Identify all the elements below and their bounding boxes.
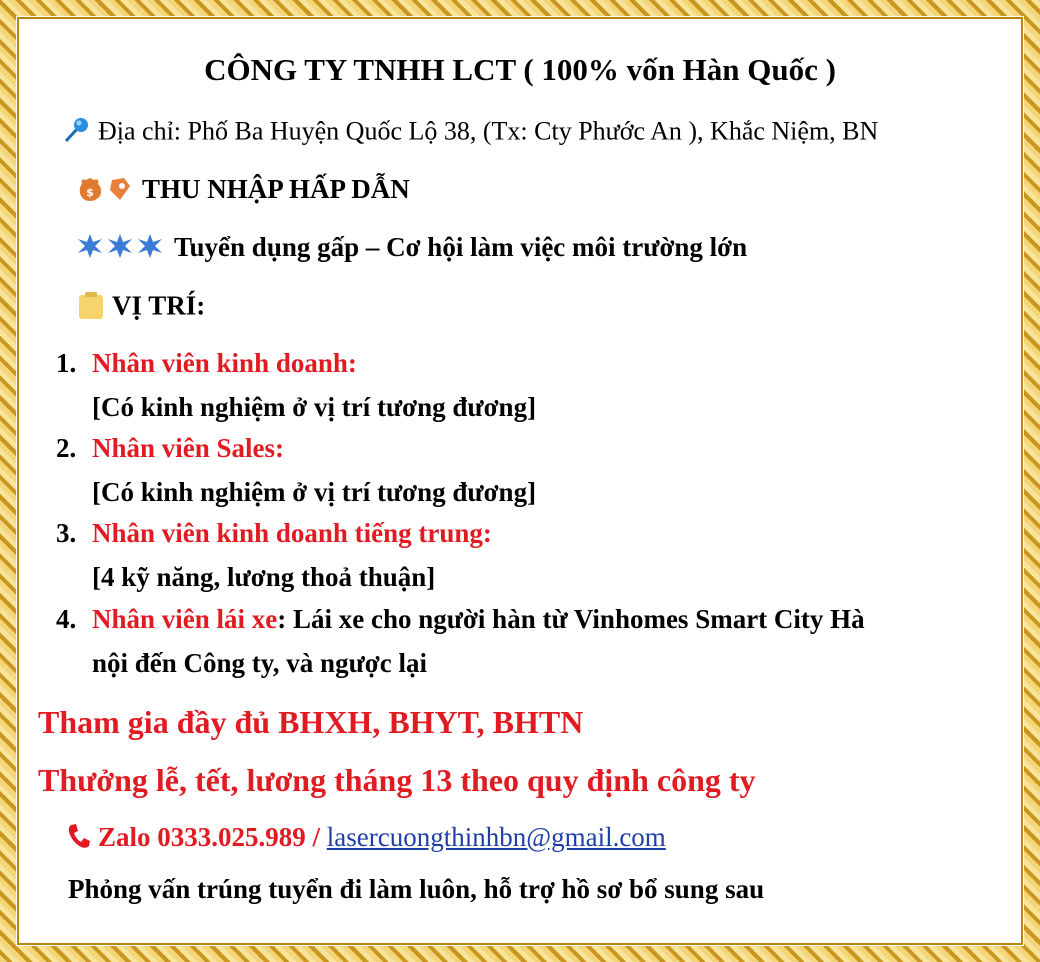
contact-line bbox=[66, 822, 666, 857]
pin-icon bbox=[62, 116, 92, 151]
phone-icon bbox=[66, 822, 92, 857]
positions-heading bbox=[76, 290, 205, 327]
job-item-2 bbox=[56, 433, 284, 464]
job-item-4 bbox=[56, 604, 865, 635]
job-title: Nhân viên kinh doanh tiếng trung: bbox=[92, 518, 492, 548]
benefit-insurance: Tham gia đầy đủ BHXH, BHYT, BHTN bbox=[38, 704, 584, 740]
job-title: Nhân viên kinh doanh: bbox=[92, 348, 357, 378]
job-item-1 bbox=[56, 348, 357, 379]
positions-heading-text: VỊ TRÍ: bbox=[112, 290, 206, 321]
urgent-line bbox=[76, 232, 747, 266]
address-text: Địa chỉ: Phố Ba Huyện Quốc Lộ 38, (Tx: Cty Phước An ), Khắc Niệm, BN bbox=[98, 116, 879, 146]
job-description: : Lái xe cho người hàn từ Vinhomes Smart City Hà bbox=[277, 604, 865, 634]
income-text: THU NHẬP HẤP DẪN bbox=[142, 174, 410, 204]
urgent-text: Tuyển dụng gấp – Cơ hội làm việc môi trường lớn bbox=[174, 232, 748, 262]
address-line bbox=[62, 116, 878, 151]
job-item-3 bbox=[56, 518, 492, 549]
job-number: 1. bbox=[56, 348, 77, 378]
job-number: 2. bbox=[56, 433, 77, 463]
money-bag-icon bbox=[76, 174, 136, 209]
job-number: 4. bbox=[56, 604, 77, 634]
job-note-3: [4 kỹ năng, lương thoả thuận] bbox=[92, 562, 436, 592]
job-note-4: nội đến Công ty, và ngược lại bbox=[92, 648, 427, 678]
footer-note: Phỏng vấn trúng tuyển đi làm luôn, hỗ trợ hồ sơ bổ sung sau bbox=[68, 874, 765, 904]
zalo-phone: Zalo 0333.025.989 / bbox=[98, 822, 327, 852]
benefit-bonus: Thưởng lễ, tết, lương tháng 13 theo quy định công ty bbox=[38, 762, 756, 798]
company-title: CÔNG TY TNHH LCT ( 100% vốn Hàn Quốc ) bbox=[204, 52, 836, 87]
job-title: Nhân viên Sales: bbox=[92, 433, 285, 463]
job-title: Nhân viên lái xe bbox=[92, 604, 278, 634]
svg-text:$: $ bbox=[86, 186, 94, 200]
job-note-1: [Có kinh nghiệm ở vị trí tương đương] bbox=[92, 392, 537, 422]
email-link[interactable]: lasercuongthinhbn@gmail.com bbox=[326, 822, 666, 852]
job-number: 3. bbox=[56, 518, 77, 548]
folder-icon bbox=[76, 290, 106, 327]
sparkle-icon bbox=[76, 233, 168, 266]
income-line bbox=[76, 174, 410, 209]
job-note-2: [Có kinh nghiệm ở vị trí tương đương] bbox=[92, 477, 537, 507]
